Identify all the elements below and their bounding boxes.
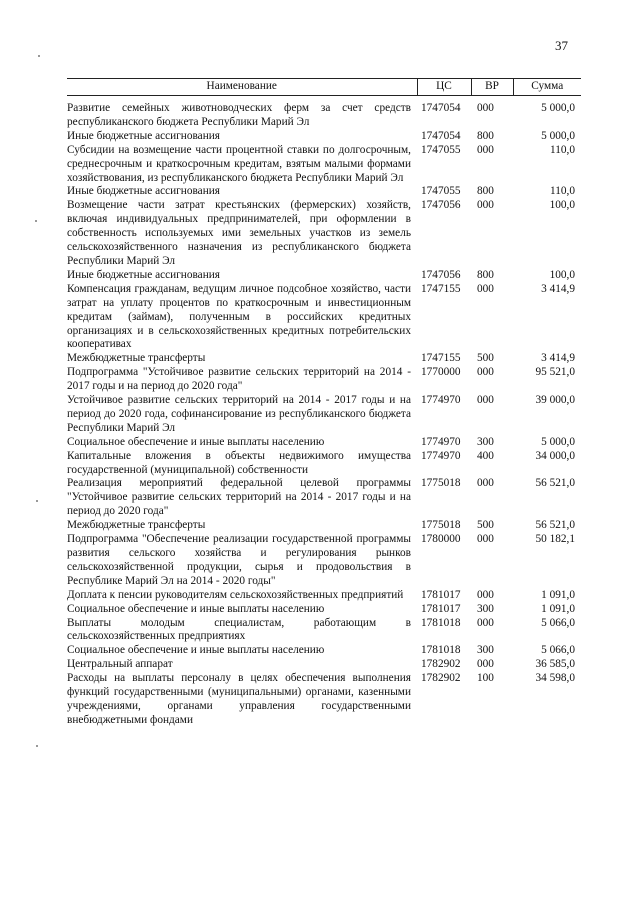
table-row [67, 130, 581, 144]
row-cs: 1747055 [421, 143, 461, 156]
scan-mark [35, 220, 37, 222]
row-cs: 1781017 [421, 588, 461, 601]
header-cs: ЦС [417, 79, 471, 96]
row-vr: 800 [477, 268, 494, 281]
table-row [67, 185, 581, 199]
row-cs: 1781018 [421, 644, 461, 657]
row-vr: 300 [477, 435, 494, 448]
row-sum: 5 000,0 [541, 102, 575, 114]
row-cs: 1747054 [421, 102, 461, 114]
row-vr: 000 [477, 394, 494, 407]
row-vr: 500 [477, 352, 494, 365]
row-sum: 34 000,0 [535, 449, 575, 462]
scan-mark [36, 500, 38, 502]
row-name: Социальное обеспечение и иные выплаты населению [67, 435, 325, 448]
row-sum: 100,0 [549, 199, 575, 212]
row-cs: 1747055 [421, 185, 461, 198]
row-vr: 000 [477, 199, 494, 212]
row-cs: 1781018 [421, 616, 461, 629]
row-sum: 5 000,0 [541, 129, 575, 142]
table-row [67, 672, 581, 728]
table-row [67, 617, 581, 645]
row-cs: 1747155 [421, 352, 461, 365]
row-name: Иные бюджетные ассигнования [67, 185, 220, 198]
row-sum: 34 598,0 [535, 672, 575, 685]
row-cs: 1781017 [421, 602, 461, 615]
table-row [67, 352, 581, 366]
row-vr: 100 [477, 672, 494, 685]
row-sum: 56 521,0 [535, 519, 575, 532]
table-row [67, 394, 581, 436]
row-name: Социальное обеспечение и иные выплаты населению [67, 602, 325, 615]
row-vr: 000 [477, 616, 494, 629]
row-vr: 000 [477, 533, 494, 546]
row-name: Иные бюджетные ассигнования [67, 129, 220, 142]
header-sum: Сумма [513, 79, 581, 96]
header-vr: ВР [471, 79, 513, 96]
row-name: Подпрограмма "Устойчивое развитие сельских территорий на 2014 - 2017 годы и на период до 2020 года" [67, 366, 411, 393]
scan-mark [36, 745, 38, 747]
table-row [67, 644, 581, 658]
row-name: Компенсация гражданам, ведущим личное подсобное хозяйство, части затрат на уплату процентов по краткосрочным и инвестиционным кредитам (займам), полученным в российских кредитных организациях и в сельскохозяйственных кредитных потребительских кооперативах [67, 282, 411, 351]
row-name: Межбюджетные трансферты [67, 352, 206, 365]
row-name: Доплата к пенсии руководителям сельскохозяйственных предприятий [67, 588, 404, 601]
row-name: Социальное обеспечение и иные выплаты населению [67, 644, 325, 657]
row-vr: 000 [477, 143, 494, 156]
table-row [67, 519, 581, 533]
row-cs: 1782902 [421, 658, 461, 671]
table-row [67, 658, 581, 672]
row-name: Развитие семейных животноводческих ферм за счет средств республиканского бюджета Республики Марий Эл [67, 102, 411, 128]
row-vr: 000 [477, 588, 494, 601]
row-name: Возмещение части затрат крестьянских (фермерских) хозяйств, включая индивидуальных предпринимателей, при оформлении в собственность используемых ими земельных участков из земель сельскохозяйственного назначения из республиканского бюджета Республики Марий Эл [67, 199, 411, 267]
table-header-row [67, 79, 581, 96]
row-name: Выплаты молодым специалистам, работающим в сельскохозяйственных предприятиях [67, 616, 411, 643]
row-sum: 100,0 [549, 268, 575, 281]
row-vr: 000 [477, 658, 494, 671]
row-sum: 50 182,1 [535, 533, 575, 546]
table-row [67, 283, 581, 353]
row-vr: 000 [477, 282, 494, 295]
row-sum: 5 000,0 [541, 435, 575, 448]
row-vr: 300 [477, 602, 494, 615]
row-cs: 1775018 [421, 519, 461, 532]
row-name: Подпрограмма "Обеспечение реализации государственной программы развития сельского хозяйства и регулирования рынков сельскохозяйственной продукции, сырья и продовольствия в Республике Марий Эл на 2014 - 2020 годы" [67, 533, 411, 587]
table-row [67, 269, 581, 283]
table-row [67, 144, 581, 186]
row-cs: 1780000 [421, 533, 461, 546]
table-row [67, 477, 581, 519]
row-sum: 1 091,0 [541, 602, 575, 615]
row-cs: 1770000 [421, 366, 461, 379]
row-sum: 110,0 [550, 185, 575, 198]
table-row [67, 450, 581, 478]
row-sum: 56 521,0 [535, 477, 575, 490]
row-sum: 5 066,0 [541, 644, 575, 657]
row-cs: 1775018 [421, 477, 461, 490]
row-sum: 39 000,0 [535, 394, 575, 407]
row-sum: 1 091,0 [541, 588, 575, 601]
row-sum: 3 414,9 [541, 352, 575, 365]
scan-mark [38, 55, 40, 57]
row-vr: 500 [477, 519, 494, 532]
row-cs: 1747155 [421, 282, 461, 295]
row-name: Капитальные вложения в объекты недвижимого имущества государственной (муниципальной) собственности [67, 449, 411, 476]
table-row [67, 102, 581, 130]
row-name: Реализация мероприятий федеральной целевой программы "Устойчивое развитие сельских территорий на 2014 - 2017 годы и на период до 2020 года" [67, 477, 411, 518]
row-vr: 400 [477, 449, 494, 462]
row-vr: 000 [477, 102, 494, 114]
row-cs: 1747054 [421, 129, 461, 142]
row-sum: 5 066,0 [541, 616, 575, 629]
row-vr: 000 [477, 366, 494, 379]
row-vr: 000 [477, 477, 494, 490]
row-name: Межбюджетные трансферты [67, 519, 206, 532]
row-sum: 110,0 [550, 143, 575, 156]
row-cs: 1774970 [421, 449, 461, 462]
header-name: Наименование [67, 79, 417, 96]
table-row [67, 603, 581, 617]
row-sum: 36 585,0 [535, 658, 575, 671]
table-row [67, 589, 581, 603]
row-name: Центральный аппарат [67, 658, 173, 671]
row-sum: 3 414,9 [541, 282, 575, 295]
table-row [67, 199, 581, 269]
table-body [67, 96, 581, 728]
row-vr: 800 [477, 185, 494, 198]
row-cs: 1774970 [421, 435, 461, 448]
row-name: Устойчивое развитие сельских территорий на 2014 - 2017 годы и на период до 2020 года, софинансирование из республиканского бюджета Республики Марий Эл [67, 394, 411, 434]
table-row [67, 533, 581, 589]
page-number: 37 [555, 38, 568, 53]
budget-table [67, 78, 581, 728]
row-cs: 1774970 [421, 394, 461, 407]
table-row [67, 366, 581, 394]
row-cs: 1747056 [421, 268, 461, 281]
row-name: Субсидии на возмещение части процентной ставки по долгосрочным, среднесрочным и краткосрочным кредитам, взятым малыми формами хозяйствования, из республиканского бюджета Республики Марий Эл [67, 143, 411, 184]
row-cs: 1782902 [421, 672, 461, 685]
row-name: Расходы на выплаты персоналу в целях обеспечения выполнения функций государственными (муниципальными) органами, казенными учреждениями, органами управления государственными внебюджетными фондами [67, 672, 411, 726]
row-vr: 800 [477, 129, 494, 142]
row-vr: 300 [477, 644, 494, 657]
row-sum: 95 521,0 [535, 366, 575, 379]
row-name: Иные бюджетные ассигнования [67, 268, 220, 281]
row-cs: 1747056 [421, 199, 461, 212]
table-row [67, 436, 581, 450]
